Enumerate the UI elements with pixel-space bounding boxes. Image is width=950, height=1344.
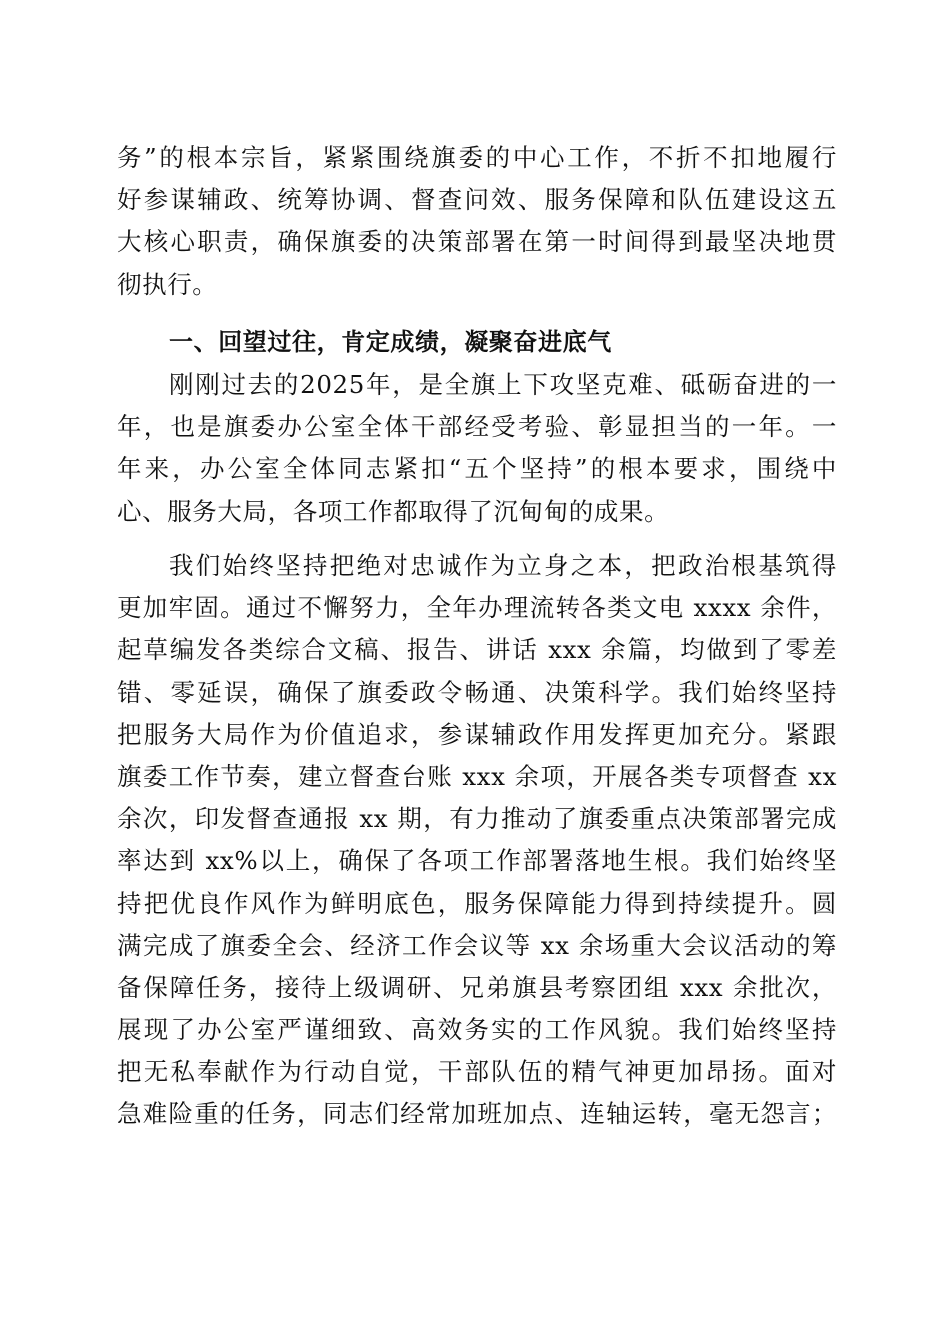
- text-line: 彻执行。: [117, 269, 218, 299]
- paragraph-intro: [117, 364, 837, 533]
- text-line: 满完成了旗委全会、经济工作会议等 xx 余场重大会议活动的筹: [117, 930, 837, 960]
- text-line: 好参谋辅政、统筹协调、督查问效、服务保障和队伍建设这五: [117, 185, 837, 215]
- text-line: 把服务大局作为价值追求，参谋辅政作用发挥更加充分。紧跟: [117, 719, 837, 749]
- text-line: 我们始终坚持把绝对忠诚作为立身之本，把政治根基筑得: [169, 551, 837, 580]
- text-line: 年来，办公室全体同志紧扣“五个坚持”的根本要求，围绕中: [117, 454, 837, 484]
- text-line: 错、零延误，确保了旗委政令畅通、决策科学。我们始终坚持: [117, 677, 837, 707]
- paragraph-continuation: [117, 137, 837, 306]
- text-line: 务”的根本宗旨，紧紧围绕旗委的中心工作，不折不扣地履行: [117, 143, 837, 172]
- text-line: 急难险重的任务，同志们经常加班加点、连轴运转，毫无怨言；: [117, 1099, 837, 1129]
- paragraph-achievements: [117, 545, 837, 1136]
- text-line: 旗委工作节奏，建立督查台账 xxx 余项，开展各类专项督查 xx: [117, 761, 837, 791]
- text-line: 持把优良作风作为鲜明底色，服务保障能力得到持续提升。圆: [117, 888, 837, 918]
- section-heading: [117, 321, 837, 363]
- heading-text: 一、回望过往，肯定成绩，凝聚奋进底气: [169, 328, 612, 356]
- text-line: 刚刚过去的2025年，是全旗上下攻坚克难、砥砺奋进的一: [169, 370, 837, 399]
- text-line: 余次，印发督查通报 xx 期，有力推动了旗委重点决策部署完成: [117, 804, 837, 834]
- text-line: 起草编发各类综合文稿、报告、讲话 xxx 余篇，均做到了零差: [117, 635, 837, 665]
- text-line: 更加牢固。通过不懈努力，全年办理流转各类文电 xxxx 余件，: [117, 593, 837, 623]
- text-line: 备保障任务，接待上级调研、兄弟旗县考察团组 xxx 余批次，: [117, 972, 837, 1002]
- text-line: 率达到 xx%以上，确保了各项工作部署落地生根。我们始终坚: [117, 846, 837, 876]
- text-line: 展现了办公室严谨细致、高效务实的工作风貌。我们始终坚持: [117, 1015, 837, 1045]
- text-line: 把无私奉献作为行动自觉，干部队伍的精气神更加昂扬。面对: [117, 1057, 837, 1087]
- text-line: 大核心职责，确保旗委的决策部署在第一时间得到最坚决地贯: [117, 227, 837, 257]
- text-line: 心、服务大局，各项工作都取得了沉甸甸的成果。: [117, 496, 670, 526]
- text-line: 年，也是旗委办公室全体干部经受考验、彰显担当的一年。一: [117, 412, 837, 442]
